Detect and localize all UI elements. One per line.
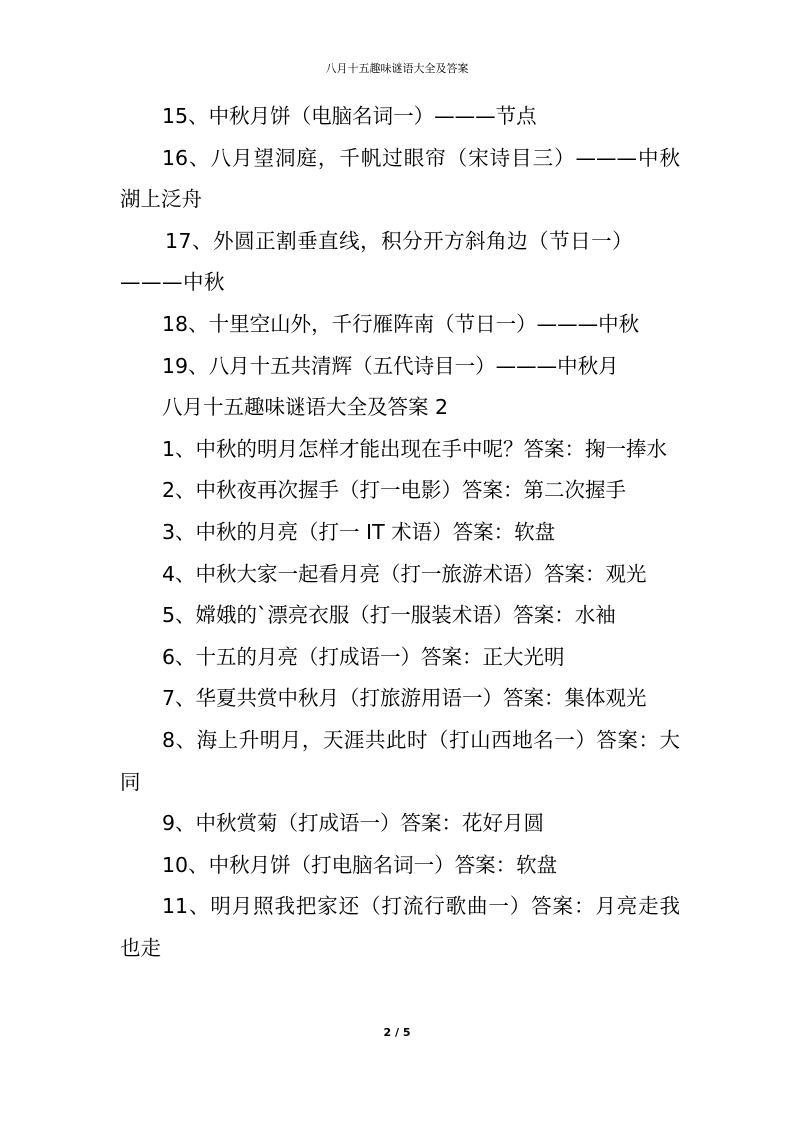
riddle-4: 4、中秋大家一起看月亮（打一旅游术语）答案：观光 (162, 561, 647, 586)
riddle-3: 3、中秋的月亮（打一 IT 术语）答案：软盘 (162, 519, 556, 544)
section-heading: 八月十五趣味谜语大全及答案 2 (162, 395, 449, 420)
riddle-15: 15、中秋月饼（电脑名词一）———节点 (162, 104, 537, 128)
riddle-5: 5、嫦娥的`漂亮衣服（打一服装术语）答案：水袖 (162, 603, 616, 628)
document-body (120, 96, 680, 969)
riddle-2: 2、中秋夜再次握手（打一电影）答案：第二次握手 (162, 478, 627, 503)
riddle-8: 8、海上升明月，天涯共此时（打山西地名一）答案：大同 (120, 727, 680, 794)
page-number: 2 / 5 (383, 1026, 411, 1039)
page-header: 八月十五趣味谜语大全及答案 (325, 62, 469, 75)
riddle-16: 16、八月望洞庭，千帆过眼帘（宋诗目三）———中秋湖上泛舟 (120, 145, 680, 212)
riddle-11: 11、明月照我把家还（打流行歌曲一）答案：月亮走我也走 (120, 894, 680, 960)
riddle-9: 9、中秋赏菊（打成语一）答案：花好月圆 (162, 811, 545, 836)
riddle-19: 19、八月十五共清辉（五代诗目一）———中秋月 (162, 353, 619, 378)
riddle-17: 17、外圆正割垂直线，积分开方斜角边（节日一）———中秋 (120, 228, 634, 295)
riddle-6: 6、十五的月亮（打成语一）答案：正大光明 (162, 644, 565, 669)
riddle-1: 1、中秋的明月怎样才能出现在手中呢？答案：掬一捧水 (162, 436, 668, 461)
riddle-7: 7、华夏共赏中秋月（打旅游用语一）答案：集体观光 (162, 686, 647, 711)
riddle-10: 10、中秋月饼（打电脑名词一）答案：软盘 (162, 852, 558, 877)
riddle-18: 18、十里空山外，千行雁阵南（节日一）———中秋 (162, 311, 640, 336)
